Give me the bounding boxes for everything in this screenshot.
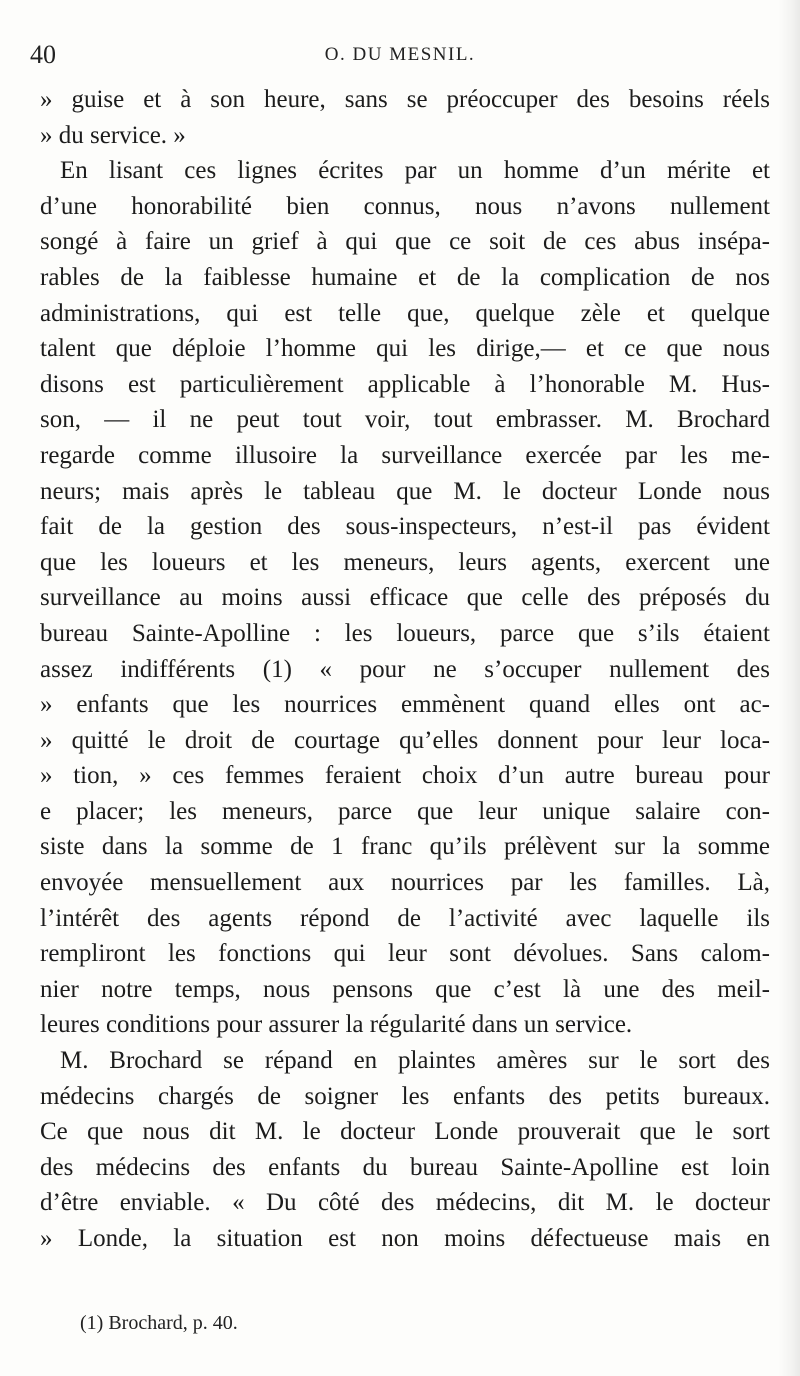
text-line: bureau Sainte-Apolline : les loueurs, parce que s’ils étaient xyxy=(40,619,770,647)
page-number: 40 xyxy=(30,40,56,69)
text-line: » du service. » xyxy=(40,121,186,149)
text-line: des médecins des enfants du bureau Sainte-Apolline est loin xyxy=(40,1153,770,1181)
running-title: O. DU MESNIL. xyxy=(324,44,476,65)
text-line: d’une honorabilité bien connus, nous n’avons nullement xyxy=(40,192,770,220)
text-line: talent que déploie l’homme qui les dirige,— et ce que nous xyxy=(40,335,770,363)
text-line: envoyée mensuellement aux nourrices par les familles. Là, xyxy=(40,869,770,897)
text-line: l’intérêt des agents répond de l’activité avec laquelle ils xyxy=(40,904,770,932)
text-line: leures conditions pour assurer la régularité dans un service. xyxy=(40,1011,633,1039)
text-line: Ce que nous dit M. le docteur Londe prouverait que le sort xyxy=(40,1118,770,1146)
text-line: rempliront les fonctions qui leur sont dévolues. Sans calom- xyxy=(40,940,770,968)
page-edge-shadow xyxy=(778,0,800,1376)
body-text xyxy=(40,82,770,1257)
text-line: » quitté le droit de courtage qu’elles donnent pour leur loca- xyxy=(40,726,770,754)
text-line: regarde comme illusoire la surveillance exercée par les me- xyxy=(40,441,770,469)
text-line: nier notre temps, nous pensons que c’est là une des meil- xyxy=(40,975,770,1003)
text-line: fait de la gestion des sous-inspecteurs, n’est-il pas évident xyxy=(40,513,770,541)
text-line: que les loueurs et les meneurs, leurs agents, exercent une xyxy=(40,548,770,576)
text-line: » guise et à son heure, sans se préoccuper des besoins réels xyxy=(40,86,770,113)
text-line: M. Brochard se répand en plaintes amères sur le sort des xyxy=(60,1047,770,1075)
text-line: d’être enviable. « Du côté des médecins, dit M. le docteur xyxy=(40,1189,770,1217)
text-line: son, — il ne peut tout voir, tout embrasser. M. Brochard xyxy=(40,406,770,434)
text-line: songé à faire un grief à qui que ce soit de ces abus insépa- xyxy=(40,228,770,256)
text-line: En lisant ces lignes écrites par un homme d’un mérite et xyxy=(60,157,770,185)
text-line: disons est particulièrement applicable à l’honorable M. Hus- xyxy=(40,370,770,398)
text-line: » enfants que les nourrices emmènent quand elles ont ac- xyxy=(40,691,770,719)
text-line: siste dans la somme de 1 franc qu’ils prélèvent sur la somme xyxy=(40,833,770,861)
text-line: rables de la faiblesse humaine et de la complication de nos xyxy=(40,263,770,291)
text-line: administrations, qui est telle que, quelque zèle et quelque xyxy=(40,299,770,327)
footnote: (1) Brochard, p. 40. xyxy=(80,1312,238,1334)
text-line: surveillance au moins aussi efficace que celle des préposés du xyxy=(40,584,770,612)
text-line: assez indifférents (1) « pour ne s’occuper nullement des xyxy=(40,655,770,683)
text-line: » Londe, la situation est non moins défectueuse mais en xyxy=(40,1225,770,1252)
text-line: e placer; les meneurs, parce que leur unique salaire con- xyxy=(40,797,770,825)
text-line: » tion, » ces femmes feraient choix d’un autre bureau pour xyxy=(40,762,770,790)
text-line: médecins chargés de soigner les enfants des petits bureaux. xyxy=(40,1082,770,1110)
running-head xyxy=(30,40,770,74)
text-line: neurs; mais après le tableau que M. le docteur Londe nous xyxy=(40,477,770,505)
